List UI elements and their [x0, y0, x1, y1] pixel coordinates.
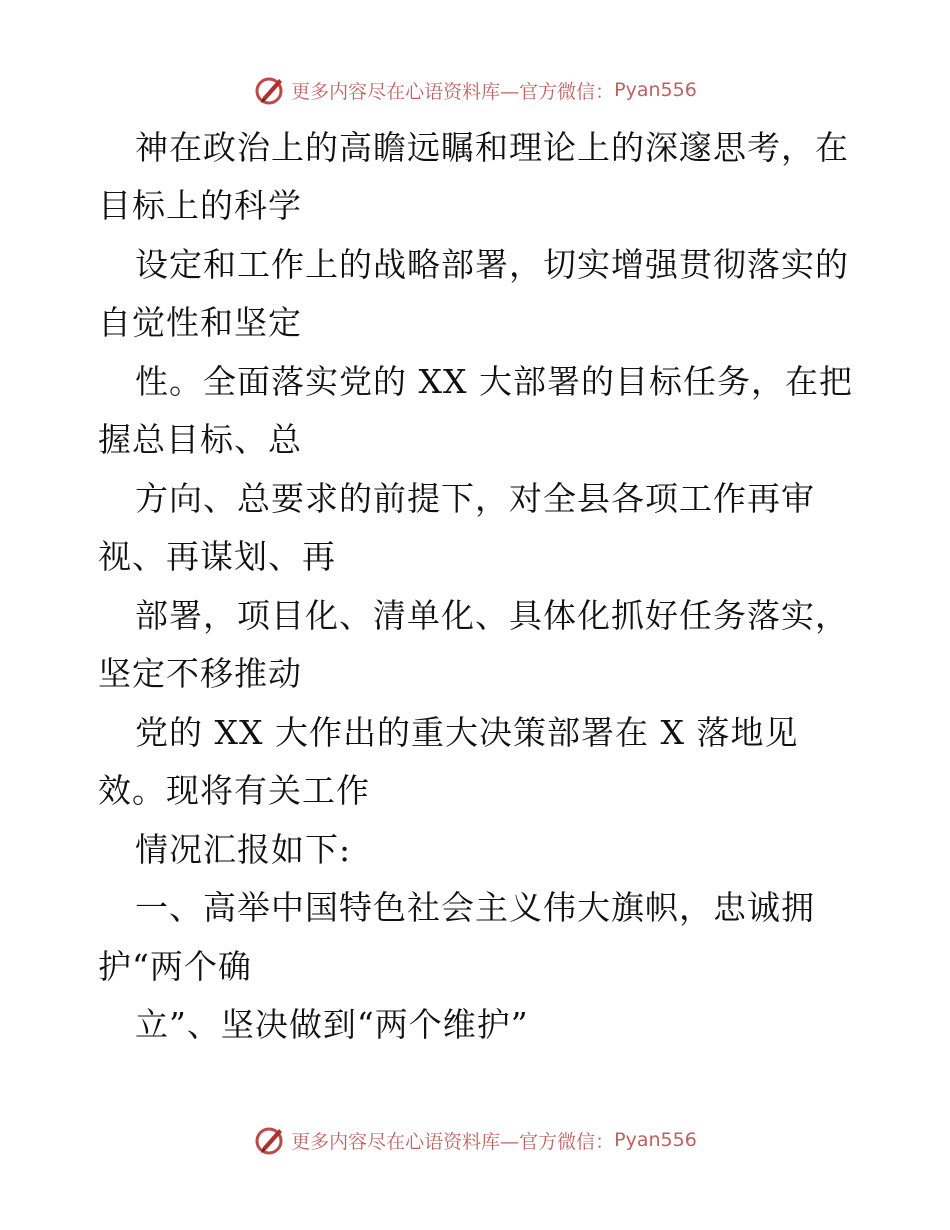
text-line: 效。现将有关工作 [98, 771, 370, 810]
text-line: 自觉性和坚定 [98, 303, 302, 342]
watermark-text: 更多内容尽在心语资料库—官方微信： [291, 80, 615, 103]
text-line: 一、高举中国特色社会主义伟大旗帜，忠诚拥 [135, 888, 815, 927]
text-line: 部署，项目化、清单化、具体化抓好任务落实， [135, 596, 849, 635]
footer-watermark [0, 1120, 950, 1160]
text-line: 方向、总要求的前提下，对全县各项工作再审 [135, 479, 815, 518]
text-line: 视、再谋划、再 [98, 537, 336, 576]
text-line: 情况汇报如下: [135, 830, 352, 869]
text-line: 立”、坚决做到“两个维护” [135, 1005, 529, 1044]
pen-circle-icon [253, 73, 287, 107]
header-watermark [0, 70, 950, 110]
text-line: 性。全面落实党的 XX 大部署的目标任务，在把 [135, 362, 853, 401]
text-line: 设定和工作上的战略部署，切实增强贯彻落实的 [135, 245, 849, 284]
text-line: 目标上的科学 [98, 186, 302, 225]
watermark-wechat-id: Pyan556 [614, 1129, 697, 1151]
text-line: 握总目标、总 [98, 420, 302, 459]
text-line: 神在政治上的高瞻远瞩和理论上的深邃思考，在 [135, 128, 849, 167]
watermark-wechat-id: Pyan556 [614, 79, 697, 101]
text-line: 护“两个确 [98, 947, 252, 986]
text-line: 坚定不移推动 [98, 654, 302, 693]
text-line: 党的 XX 大作出的重大决策部署在 X 落地见 [135, 713, 799, 752]
pen-circle-icon [253, 1123, 287, 1157]
watermark-text: 更多内容尽在心语资料库—官方微信： [291, 1130, 615, 1153]
